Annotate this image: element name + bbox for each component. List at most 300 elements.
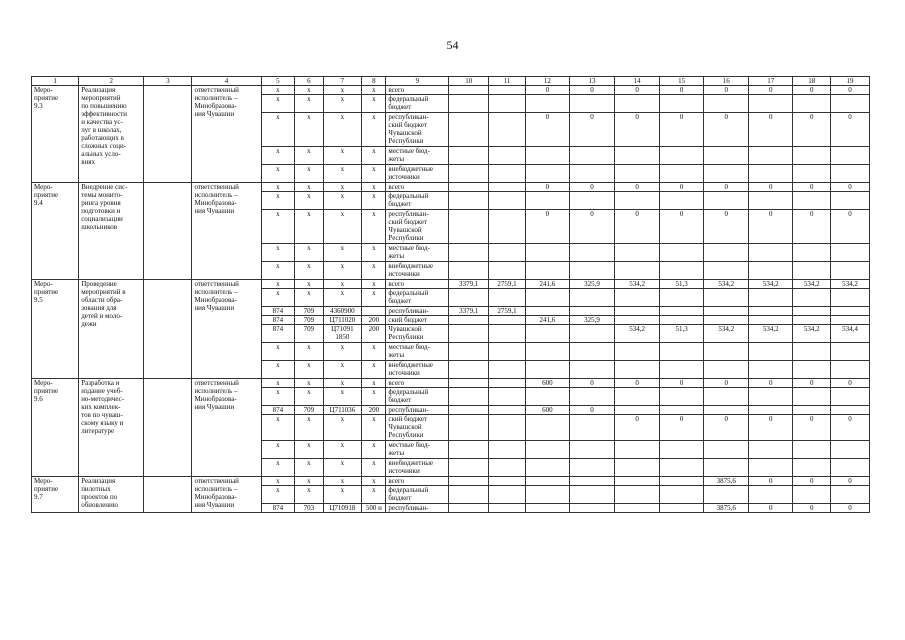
amount-cell — [831, 262, 870, 280]
code-section: 709 — [295, 406, 323, 415]
code-expense-type: х — [362, 262, 386, 280]
amount-cell — [749, 343, 793, 361]
amount-cell: 2759,1 — [489, 280, 526, 289]
amount-cell — [489, 343, 526, 361]
amount-cell — [749, 289, 793, 307]
code-grbs: х — [261, 262, 295, 280]
responsible-executor: ответственный исполнитель – Минобразова- ния Чувашии — [192, 379, 261, 477]
amount-cell — [749, 441, 793, 459]
amount-cell — [489, 415, 526, 441]
amount-cell: 0 — [704, 113, 749, 147]
code-target-article: х — [323, 113, 362, 147]
measure-label: Меро- приятие 9.6 — [32, 379, 79, 477]
code-grbs: 874 — [261, 325, 295, 343]
code-target-article: х — [323, 210, 362, 244]
amount-cell — [704, 343, 749, 361]
amount-cell — [615, 95, 660, 113]
amount-cell: 534,4 — [831, 325, 870, 343]
amount-cell — [449, 86, 489, 95]
code-expense-type: 500 и — [362, 504, 386, 513]
amount-cell — [449, 147, 489, 165]
amount-cell — [831, 343, 870, 361]
amount-cell: 0 — [525, 210, 569, 244]
code-grbs: х — [261, 388, 295, 406]
funding-source: республикан- — [386, 307, 449, 316]
funding-source: ский бюджет — [386, 316, 449, 325]
amount-cell: 0 — [749, 86, 793, 95]
amount-cell — [793, 361, 831, 379]
amount-cell: 0 — [615, 86, 660, 95]
code-target-article: х — [323, 388, 362, 406]
amount-cell — [660, 307, 704, 316]
code-expense-type: х — [362, 147, 386, 165]
code-expense-type: 200 — [362, 316, 386, 325]
code-target-article: х — [323, 415, 362, 441]
amount-cell — [569, 459, 614, 477]
code-grbs: х — [261, 477, 295, 486]
amount-cell — [831, 307, 870, 316]
amount-cell — [749, 307, 793, 316]
amount-cell — [525, 325, 569, 343]
table-row — [32, 86, 870, 95]
amount-cell — [660, 459, 704, 477]
code-grbs: х — [261, 192, 295, 210]
amount-cell — [525, 289, 569, 307]
amount-cell: 534,2 — [749, 280, 793, 289]
amount-cell — [525, 262, 569, 280]
code-section: х — [295, 95, 323, 113]
code-target-article: х — [323, 361, 362, 379]
amount-cell: 0 — [569, 113, 614, 147]
code-target-article: х — [323, 289, 362, 307]
amount-cell — [569, 244, 614, 262]
code-grbs: 874 — [261, 504, 295, 513]
amount-cell — [660, 289, 704, 307]
amount-cell — [569, 192, 614, 210]
code-target-article: х — [323, 183, 362, 192]
amount-cell: 241,6 — [525, 280, 569, 289]
measure-label: Меро- приятие 9.5 — [32, 280, 79, 379]
amount-cell — [660, 95, 704, 113]
amount-cell: 3875,6 — [704, 477, 749, 486]
amount-cell — [615, 262, 660, 280]
amount-cell — [525, 307, 569, 316]
table-header — [32, 77, 870, 86]
amount-cell: 0 — [615, 379, 660, 388]
empty-cell — [144, 183, 192, 280]
amount-cell — [489, 183, 526, 192]
code-grbs: х — [261, 86, 295, 95]
code-section: х — [295, 210, 323, 244]
amount-cell: 2759,1 — [489, 307, 526, 316]
code-section: х — [295, 415, 323, 441]
amount-cell: 0 — [831, 86, 870, 95]
amount-cell — [489, 504, 526, 513]
code-grbs: х — [261, 379, 295, 388]
amount-cell — [615, 361, 660, 379]
amount-cell: 0 — [615, 415, 660, 441]
code-section: 709 — [295, 325, 323, 343]
code-grbs: х — [261, 343, 295, 361]
amount-cell — [449, 325, 489, 343]
amount-cell — [489, 244, 526, 262]
amount-cell: 3379,1 — [449, 307, 489, 316]
funding-source: ский бюджет Чувашской Республики — [386, 415, 449, 441]
column-header: 4 — [192, 77, 261, 86]
amount-cell — [660, 316, 704, 325]
measure-label: Меро- приятие 9.3 — [32, 86, 79, 183]
code-expense-type — [362, 307, 386, 316]
code-grbs: х — [261, 415, 295, 441]
code-grbs: х — [261, 361, 295, 379]
amount-cell: 0 — [569, 210, 614, 244]
column-header: 6 — [295, 77, 323, 86]
amount-cell — [831, 289, 870, 307]
amount-cell: 0 — [660, 415, 704, 441]
amount-cell — [569, 147, 614, 165]
amount-cell — [525, 441, 569, 459]
amount-cell — [525, 459, 569, 477]
code-grbs: х — [261, 459, 295, 477]
code-target-article: Ц711020 — [323, 316, 362, 325]
code-section: х — [295, 165, 323, 183]
amount-cell — [489, 86, 526, 95]
amount-cell: 0 — [749, 183, 793, 192]
code-grbs: х — [261, 244, 295, 262]
amount-cell: 0 — [749, 504, 793, 513]
amount-cell — [660, 441, 704, 459]
funding-source: всего — [386, 477, 449, 486]
code-expense-type: х — [362, 86, 386, 95]
code-target-article: х — [323, 86, 362, 95]
amount-cell — [831, 441, 870, 459]
amount-cell — [660, 406, 704, 415]
code-section: х — [295, 192, 323, 210]
amount-cell: 534,2 — [704, 325, 749, 343]
amount-cell — [749, 95, 793, 113]
column-header: 7 — [323, 77, 362, 86]
amount-cell — [449, 415, 489, 441]
amount-cell: 600 — [525, 406, 569, 415]
amount-cell — [525, 165, 569, 183]
amount-cell — [449, 379, 489, 388]
amount-cell: 0 — [569, 406, 614, 415]
measure-title: Внедрение сис- темы монито- ринга уровня подготовки и социализации школьников — [79, 183, 144, 280]
amount-cell: 0 — [831, 210, 870, 244]
amount-cell — [704, 192, 749, 210]
measure-title: Проведение мероприятий в области обра- зования для детей и моло- дежи — [79, 280, 144, 379]
funding-source: федеральный бюджет — [386, 95, 449, 113]
amount-cell — [489, 325, 526, 343]
funding-source: федеральный бюджет — [386, 486, 449, 504]
funding-source: внебюджетные источники — [386, 459, 449, 477]
amount-cell — [793, 165, 831, 183]
amount-cell — [831, 459, 870, 477]
funding-source: внебюджетные источники — [386, 262, 449, 280]
page-number: 54 — [446, 38, 459, 52]
code-target-article: х — [323, 459, 362, 477]
code-expense-type: х — [362, 477, 386, 486]
code-expense-type: х — [362, 183, 386, 192]
amount-cell — [615, 165, 660, 183]
amount-cell — [793, 244, 831, 262]
amount-cell — [489, 388, 526, 406]
amount-cell: 534,2 — [704, 280, 749, 289]
code-section: х — [295, 379, 323, 388]
amount-cell: 0 — [831, 113, 870, 147]
amount-cell — [489, 361, 526, 379]
amount-cell: 0 — [660, 183, 704, 192]
amount-cell — [489, 113, 526, 147]
amount-cell — [793, 307, 831, 316]
amount-cell — [793, 95, 831, 113]
funding-source: местные бюд- жеты — [386, 343, 449, 361]
amount-cell — [489, 459, 526, 477]
amount-cell — [793, 486, 831, 504]
funding-source: внебюджетные источники — [386, 165, 449, 183]
amount-cell — [704, 244, 749, 262]
code-expense-type: х — [362, 459, 386, 477]
amount-cell — [449, 388, 489, 406]
amount-cell — [569, 343, 614, 361]
amount-cell — [831, 147, 870, 165]
amount-cell — [449, 95, 489, 113]
amount-cell — [489, 147, 526, 165]
amount-cell: 0 — [831, 477, 870, 486]
empty-cell — [144, 280, 192, 379]
amount-cell — [615, 486, 660, 504]
amount-cell — [831, 244, 870, 262]
amount-cell — [793, 147, 831, 165]
code-grbs: х — [261, 95, 295, 113]
code-expense-type: х — [362, 192, 386, 210]
amount-cell — [704, 459, 749, 477]
code-grbs: х — [261, 289, 295, 307]
amount-cell — [615, 244, 660, 262]
amount-cell — [615, 289, 660, 307]
amount-cell — [615, 406, 660, 415]
amount-cell — [749, 406, 793, 415]
amount-cell — [615, 441, 660, 459]
code-section: х — [295, 388, 323, 406]
amount-cell: 0 — [793, 113, 831, 147]
amount-cell — [660, 361, 704, 379]
amount-cell — [449, 192, 489, 210]
code-section: х — [295, 280, 323, 289]
amount-cell — [569, 289, 614, 307]
amount-cell — [449, 165, 489, 183]
amount-cell: 534,2 — [831, 280, 870, 289]
amount-cell — [793, 192, 831, 210]
amount-cell — [569, 504, 614, 513]
amount-cell — [449, 316, 489, 325]
amount-cell: 0 — [660, 379, 704, 388]
amount-cell — [569, 325, 614, 343]
amount-cell — [660, 343, 704, 361]
amount-cell — [831, 95, 870, 113]
amount-cell: 0 — [793, 415, 831, 441]
amount-cell — [704, 388, 749, 406]
amount-cell: 0 — [525, 183, 569, 192]
code-section: х — [295, 183, 323, 192]
amount-cell: 0 — [704, 86, 749, 95]
amount-cell: 325,9 — [569, 280, 614, 289]
amount-cell — [749, 147, 793, 165]
column-header: 11 — [489, 77, 526, 86]
code-target-article: х — [323, 343, 362, 361]
amount-cell — [525, 244, 569, 262]
amount-cell — [704, 406, 749, 415]
code-section: 709 — [295, 307, 323, 316]
code-section: х — [295, 459, 323, 477]
code-section: х — [295, 113, 323, 147]
column-header: 8 — [362, 77, 386, 86]
code-target-article: Ц711036 — [323, 406, 362, 415]
amount-cell: 3875,6 — [704, 504, 749, 513]
amount-cell — [449, 406, 489, 415]
code-section: х — [295, 441, 323, 459]
amount-cell — [793, 343, 831, 361]
amount-cell — [569, 441, 614, 459]
code-section: х — [295, 477, 323, 486]
amount-cell: 51,3 — [660, 280, 704, 289]
amount-cell: 0 — [831, 415, 870, 441]
amount-cell — [489, 486, 526, 504]
responsible-executor: ответственный исполнитель – Минобразова- ния Чувашии — [192, 477, 261, 513]
amount-cell: 0 — [615, 183, 660, 192]
code-target-article: х — [323, 262, 362, 280]
code-expense-type: х — [362, 210, 386, 244]
amount-cell — [449, 113, 489, 147]
amount-cell — [449, 262, 489, 280]
amount-cell — [704, 361, 749, 379]
code-section: 709 — [295, 316, 323, 325]
funding-source: федеральный бюджет — [386, 192, 449, 210]
amount-cell — [660, 477, 704, 486]
amount-cell: 534,2 — [793, 280, 831, 289]
amount-cell: 0 — [525, 86, 569, 95]
amount-cell: 0 — [749, 379, 793, 388]
amount-cell — [449, 477, 489, 486]
funding-source: республикан- — [386, 406, 449, 415]
amount-cell — [525, 415, 569, 441]
amount-cell — [749, 486, 793, 504]
amount-cell: 0 — [831, 183, 870, 192]
code-grbs: х — [261, 183, 295, 192]
code-grbs: 874 — [261, 316, 295, 325]
amount-cell — [793, 459, 831, 477]
amount-cell: 0 — [615, 113, 660, 147]
amount-cell: 0 — [793, 379, 831, 388]
code-expense-type: х — [362, 113, 386, 147]
amount-cell — [489, 406, 526, 415]
code-target-article: х — [323, 280, 362, 289]
code-target-article: х — [323, 147, 362, 165]
amount-cell: 600 — [525, 379, 569, 388]
amount-cell — [489, 289, 526, 307]
empty-cell — [144, 379, 192, 477]
amount-cell — [569, 477, 614, 486]
code-section: х — [295, 147, 323, 165]
amount-cell — [569, 388, 614, 406]
measure-label: Меро- приятие 9.4 — [32, 183, 79, 280]
amount-cell — [831, 192, 870, 210]
column-header: 14 — [615, 77, 660, 86]
responsible-executor: ответственный исполнитель – Минобразова- ния Чувашии — [192, 280, 261, 379]
amount-cell: 0 — [704, 379, 749, 388]
measure-title: Реализация мероприятий по повышению эффективности и качества ус- луг в школах, работающих в сложных соци- альных усло- виях — [79, 86, 144, 183]
code-grbs: х — [261, 486, 295, 504]
funding-source: местные бюд- жеты — [386, 244, 449, 262]
funding-source: республикан- ский бюджет Чувашской Республики — [386, 113, 449, 147]
funding-source: федеральный бюджет — [386, 289, 449, 307]
amount-cell — [793, 316, 831, 325]
amount-cell: 0 — [793, 210, 831, 244]
empty-cell — [144, 477, 192, 513]
amount-cell: 0 — [749, 415, 793, 441]
amount-cell — [449, 343, 489, 361]
amount-cell: 0 — [525, 113, 569, 147]
amount-cell — [525, 192, 569, 210]
amount-cell — [704, 441, 749, 459]
responsible-executor: ответственный исполнитель – Минобразова- ния Чувашии — [192, 86, 261, 183]
code-section: х — [295, 289, 323, 307]
amount-cell: 0 — [660, 113, 704, 147]
amount-cell — [704, 262, 749, 280]
column-header: 2 — [79, 77, 144, 86]
code-target-article: х — [323, 244, 362, 262]
amount-cell: 0 — [569, 379, 614, 388]
code-grbs: х — [261, 441, 295, 459]
amount-cell — [660, 192, 704, 210]
amount-cell — [489, 316, 526, 325]
amount-cell — [704, 165, 749, 183]
funding-source: всего — [386, 379, 449, 388]
code-section: х — [295, 486, 323, 504]
funding-source: всего — [386, 280, 449, 289]
amount-cell — [704, 147, 749, 165]
amount-cell — [525, 504, 569, 513]
amount-cell — [704, 95, 749, 113]
code-target-article: х — [323, 379, 362, 388]
amount-cell — [831, 486, 870, 504]
amount-cell — [569, 95, 614, 113]
amount-cell — [489, 165, 526, 183]
amount-cell — [704, 289, 749, 307]
amount-cell — [704, 316, 749, 325]
amount-cell — [793, 289, 831, 307]
amount-cell — [615, 477, 660, 486]
code-expense-type: 200 — [362, 325, 386, 343]
amount-cell — [569, 165, 614, 183]
column-header: 10 — [449, 77, 489, 86]
amount-cell — [615, 147, 660, 165]
column-header: 16 — [704, 77, 749, 86]
amount-cell: 241,6 — [525, 316, 569, 325]
amount-cell — [749, 262, 793, 280]
amount-cell — [793, 262, 831, 280]
code-grbs: 874 — [261, 307, 295, 316]
amount-cell: 0 — [793, 183, 831, 192]
amount-cell — [749, 316, 793, 325]
amount-cell — [749, 192, 793, 210]
code-target-article: х — [323, 192, 362, 210]
amount-cell — [525, 147, 569, 165]
column-header: 17 — [749, 77, 793, 86]
amount-cell: 534,2 — [749, 325, 793, 343]
code-expense-type: х — [362, 289, 386, 307]
column-header: 9 — [386, 77, 449, 86]
